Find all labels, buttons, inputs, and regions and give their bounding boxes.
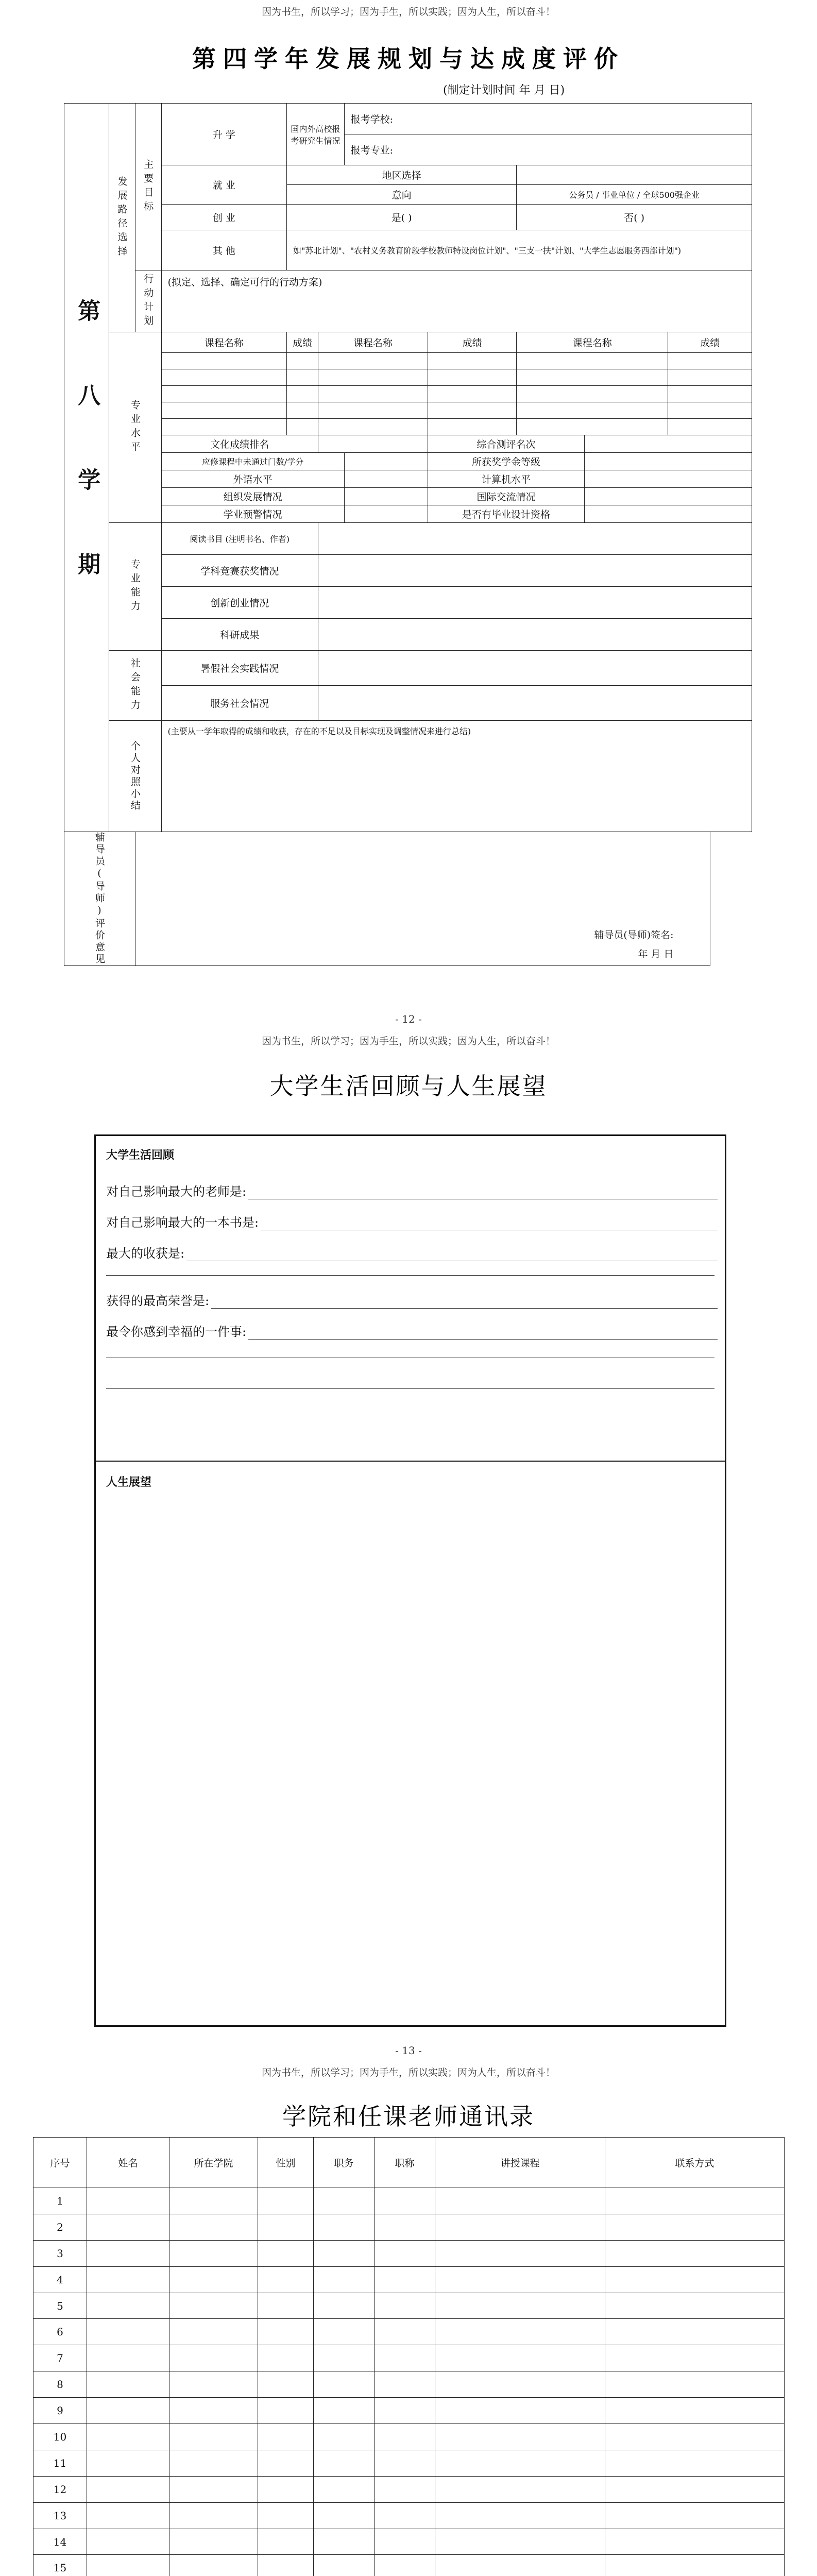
page13-number: - 13 - [395, 2044, 422, 2057]
col-title: 职称 [375, 2138, 435, 2188]
review-box [94, 1134, 726, 2027]
contact-cell[interactable] [87, 2319, 169, 2345]
col-name: 姓名 [87, 2138, 169, 2188]
table-row [33, 2188, 785, 2214]
q4-line[interactable] [106, 1291, 718, 1309]
innovation-label: 创新创业情况 [161, 587, 318, 619]
row-index: 12 [33, 2476, 87, 2502]
study-school[interactable]: 报考学校: [344, 104, 752, 134]
q4-label: 获得的最高荣誉是: [106, 1294, 210, 1308]
contact-cell[interactable] [375, 2502, 435, 2529]
contact-cell[interactable] [258, 2398, 314, 2424]
contact-cell[interactable] [605, 2502, 785, 2529]
summer-label: 暑假社会实践情况 [161, 651, 318, 686]
contact-cell[interactable] [375, 2293, 435, 2319]
contact-cell[interactable] [375, 2319, 435, 2345]
course-cell[interactable] [161, 386, 286, 402]
score-cell[interactable] [428, 369, 516, 386]
contact-cell[interactable] [87, 2450, 169, 2476]
research-value[interactable] [318, 619, 752, 651]
table-row [33, 2398, 785, 2424]
col-contact: 联系方式 [605, 2138, 785, 2188]
contact-cell[interactable] [605, 2476, 785, 2502]
contact-cell[interactable] [314, 2345, 375, 2371]
course-cell[interactable] [161, 369, 286, 386]
self-summary-cell: 个人对照小结 [109, 721, 161, 832]
contact-cell[interactable] [258, 2450, 314, 2476]
row-index: 8 [33, 2371, 87, 2398]
q2-line[interactable] [106, 1212, 718, 1230]
course-cell[interactable] [161, 402, 286, 419]
answer-rule [106, 1275, 714, 1276]
startup-no[interactable]: 否( ) [517, 205, 752, 230]
row-index: 3 [33, 2240, 87, 2266]
table-row [33, 2345, 785, 2371]
contact-cell[interactable] [435, 2424, 605, 2450]
study-sub: 国内外高校报考研究生情况 [287, 104, 345, 165]
culture-rank: 文化成绩排名 [161, 435, 318, 453]
region-label: 地区选择 [287, 165, 517, 185]
table-row [33, 2293, 785, 2319]
review-heading: 大学生活回顾 [106, 1148, 175, 1162]
contact-cell[interactable] [605, 2214, 785, 2240]
table-row [33, 2529, 785, 2555]
research-label: 科研成果 [161, 619, 318, 651]
motto-top-12: 因为书生，所以学习；因为手生，所以实践；因为人生，所以奋斗！ [261, 6, 555, 18]
q3-line[interactable] [106, 1243, 718, 1261]
course-name-1: 课程名称 [161, 332, 286, 353]
contact-cell[interactable] [605, 2424, 785, 2450]
contact-cell[interactable] [375, 2266, 435, 2293]
course-cell[interactable] [318, 419, 428, 435]
contact-cell[interactable] [258, 2371, 314, 2398]
contact-cell[interactable] [375, 2371, 435, 2398]
contact-cell[interactable] [605, 2345, 785, 2371]
score-cell[interactable] [668, 369, 752, 386]
section-divider [96, 1461, 725, 1462]
course-cell[interactable] [318, 386, 428, 402]
contact-cell[interactable] [258, 2476, 314, 2502]
term-cell: 第八学期 [64, 104, 109, 832]
row-index: 15 [33, 2555, 87, 2576]
service-label: 服务社会情况 [161, 686, 318, 721]
overall-rank-value[interactable] [585, 435, 752, 453]
intl-label: 国际交流情况 [428, 488, 584, 505]
row-index: 13 [33, 2502, 87, 2529]
contact-cell[interactable] [169, 2424, 258, 2450]
table-row [33, 2240, 785, 2266]
intl-value[interactable] [585, 488, 752, 505]
study-major[interactable]: 报考专业: [344, 134, 752, 165]
action-text[interactable]: (拟定、选择、确定可行的行动方案) [161, 270, 752, 332]
contacts-header [33, 2138, 785, 2188]
contact-cell[interactable] [314, 2398, 375, 2424]
other-label: 其 他 [161, 230, 286, 270]
advisor-sign: 辅导员(导师)签名: [594, 929, 674, 941]
contact-cell[interactable] [314, 2319, 375, 2345]
table-row [33, 2319, 785, 2345]
row-index: 6 [33, 2319, 87, 2345]
q5-line[interactable] [106, 1321, 718, 1340]
contact-cell[interactable] [314, 2555, 375, 2576]
q1-line[interactable] [106, 1181, 718, 1199]
score-cell[interactable] [428, 419, 516, 435]
contact-cell[interactable] [258, 2424, 314, 2450]
contact-cell[interactable] [169, 2529, 258, 2555]
motto-top-13: 因为书生，所以学习；因为手生，所以实践；因为人生，所以奋斗！ [261, 1036, 555, 1047]
score-cell[interactable] [287, 386, 318, 402]
q2-label: 对自己影响最大的一本书是: [106, 1215, 259, 1230]
contact-cell[interactable] [87, 2293, 169, 2319]
contact-cell[interactable] [435, 2555, 605, 2576]
col-index: 序号 [33, 2138, 87, 2188]
startup-label: 创 业 [161, 205, 286, 230]
score-cell[interactable] [287, 419, 318, 435]
english-value[interactable] [344, 470, 428, 488]
contact-cell[interactable] [169, 2319, 258, 2345]
contact-cell[interactable] [314, 2476, 375, 2502]
contact-cell[interactable] [169, 2293, 258, 2319]
contact-cell[interactable] [375, 2398, 435, 2424]
contact-cell[interactable] [314, 2529, 375, 2555]
contact-cell[interactable] [314, 2502, 375, 2529]
score-cell[interactable] [428, 353, 516, 369]
row-index: 5 [33, 2293, 87, 2319]
contact-cell[interactable] [87, 2424, 169, 2450]
answer-rule [106, 1388, 714, 1389]
contact-cell[interactable] [169, 2555, 258, 2576]
other-text[interactable]: 如"苏北计划"、"农村义务教育阶段学校教师特设岗位计划"、"三支一扶"计划、"大学生志愿服务西部计划") [287, 230, 752, 270]
contact-cell[interactable] [169, 2371, 258, 2398]
computer-label: 计算机水平 [428, 470, 584, 488]
row-index: 4 [33, 2266, 87, 2293]
summer-value[interactable] [318, 651, 752, 686]
col-college: 所在学院 [169, 2138, 258, 2188]
design-value[interactable] [585, 505, 752, 523]
contact-cell[interactable] [435, 2293, 605, 2319]
course-cell[interactable] [318, 369, 428, 386]
study-label: 升 学 [161, 104, 286, 165]
contact-cell[interactable] [605, 2293, 785, 2319]
contact-cell[interactable] [435, 2188, 605, 2214]
computer-value[interactable] [585, 470, 752, 488]
contact-cell[interactable] [87, 2371, 169, 2398]
contact-cell[interactable] [87, 2240, 169, 2266]
contact-cell[interactable] [87, 2529, 169, 2555]
contact-cell[interactable] [258, 2240, 314, 2266]
dev-path-cell: 发展路径选择 [109, 104, 135, 332]
contact-cell[interactable] [605, 2398, 785, 2424]
contact-cell[interactable] [258, 2293, 314, 2319]
contact-cell[interactable] [87, 2214, 169, 2240]
col-position: 职务 [314, 2138, 375, 2188]
culture-rank-value[interactable] [318, 435, 428, 453]
outlook-heading: 人生展望 [106, 1476, 152, 1489]
intent-label: 意向 [287, 185, 517, 205]
advisor-sign-cell[interactable] [135, 832, 710, 966]
contact-cell[interactable] [314, 2371, 375, 2398]
page12-number: - 12 - [395, 1013, 422, 1025]
contact-cell[interactable] [605, 2266, 785, 2293]
main-goal-cell: 主要目标 [135, 104, 161, 270]
contact-cell[interactable] [169, 2450, 258, 2476]
reading-value[interactable] [318, 523, 752, 555]
failed-label: 应修课程中未通过门数/学分 [161, 453, 344, 470]
reading-label: 阅读书目 (注明书名、作者) [161, 523, 318, 555]
scholarship-value[interactable] [585, 453, 752, 470]
course-cell[interactable] [517, 402, 668, 419]
contact-cell[interactable] [375, 2214, 435, 2240]
contact-cell[interactable] [87, 2398, 169, 2424]
motto-top-14: 因为书生，所以学习；因为手生，所以实践；因为人生，所以奋斗！ [261, 2067, 555, 2078]
q1-label: 对自己影响最大的老师是: [106, 1184, 247, 1199]
contact-cell[interactable] [605, 2319, 785, 2345]
contact-cell[interactable] [87, 2502, 169, 2529]
course-cell[interactable] [517, 386, 668, 402]
contact-cell[interactable] [435, 2450, 605, 2476]
contact-cell[interactable] [169, 2398, 258, 2424]
row-index: 9 [33, 2398, 87, 2424]
contact-cell[interactable] [435, 2240, 605, 2266]
course-cell[interactable] [161, 419, 286, 435]
contact-cell[interactable] [435, 2345, 605, 2371]
contact-cell[interactable] [169, 2345, 258, 2371]
table-row [33, 2502, 785, 2529]
course-cell[interactable] [517, 419, 668, 435]
contact-cell[interactable] [314, 2240, 375, 2266]
score-1: 成绩 [287, 332, 318, 353]
employ-label: 就 业 [161, 165, 286, 205]
table-row [33, 2450, 785, 2476]
contact-cell[interactable] [435, 2319, 605, 2345]
col-course: 讲授课程 [435, 2138, 605, 2188]
contact-cell[interactable] [314, 2266, 375, 2293]
page12-title: 第四学年发展规划与达成度评价 [192, 45, 625, 73]
table-row [33, 2424, 785, 2450]
contact-cell[interactable] [375, 2555, 435, 2576]
contact-cell[interactable] [605, 2240, 785, 2266]
contact-cell[interactable] [605, 2450, 785, 2476]
contact-cell[interactable] [169, 2240, 258, 2266]
row-index: 14 [33, 2529, 87, 2555]
contact-cell[interactable] [375, 2450, 435, 2476]
contact-cell[interactable] [87, 2266, 169, 2293]
contact-cell[interactable] [314, 2188, 375, 2214]
org-value[interactable] [344, 488, 428, 505]
org-label: 组织发展情况 [161, 488, 344, 505]
scholarship-label: 所获奖学金等级 [428, 453, 584, 470]
competition-value[interactable] [318, 555, 752, 587]
score-3: 成绩 [668, 332, 752, 353]
contact-cell[interactable] [258, 2266, 314, 2293]
contact-cell[interactable] [605, 2555, 785, 2576]
course-name-3: 课程名称 [517, 332, 668, 353]
warning-label: 学业预警情况 [161, 505, 344, 523]
contact-cell[interactable] [375, 2424, 435, 2450]
contact-cell[interactable] [169, 2188, 258, 2214]
contact-cell[interactable] [169, 2266, 258, 2293]
contact-cell[interactable] [258, 2319, 314, 2345]
contact-cell[interactable] [375, 2345, 435, 2371]
score-cell[interactable] [668, 386, 752, 402]
score-2: 成绩 [428, 332, 516, 353]
warning-value[interactable] [344, 505, 428, 523]
course-cell[interactable] [318, 402, 428, 419]
score-cell[interactable] [287, 369, 318, 386]
summary-text[interactable]: (主要从一学年取得的成绩和收获，存在的不足以及目标实现及调整情况来进行总结) [161, 721, 752, 832]
contact-cell[interactable] [605, 2188, 785, 2214]
action-plan-cell: 行动计划 [135, 270, 161, 332]
page12-subtitle: (制定计划时间 年 月 日) [443, 84, 565, 97]
course-name-2: 课程名称 [318, 332, 428, 353]
col-gender: 性别 [258, 2138, 314, 2188]
contact-cell[interactable] [314, 2450, 375, 2476]
contact-cell[interactable] [435, 2502, 605, 2529]
design-label: 是否有毕业设计资格 [428, 505, 584, 523]
contact-cell[interactable] [435, 2529, 605, 2555]
contact-cell[interactable] [605, 2529, 785, 2555]
overall-rank: 综合测评名次 [428, 435, 584, 453]
contact-cell[interactable] [435, 2398, 605, 2424]
contact-cell[interactable] [375, 2188, 435, 2214]
contact-cell[interactable] [258, 2502, 314, 2529]
contact-cell[interactable] [87, 2345, 169, 2371]
score-cell[interactable] [668, 402, 752, 419]
pro-level-cell: 专业水平 [109, 332, 161, 523]
score-cell[interactable] [668, 353, 752, 369]
contact-cell[interactable] [87, 2188, 169, 2214]
english-label: 外语水平 [161, 470, 344, 488]
course-cell[interactable] [161, 353, 286, 369]
intent-options[interactable]: 公务员 / 事业单位 / 全球500强企业 [517, 185, 752, 205]
failed-value[interactable] [344, 453, 428, 470]
contact-cell[interactable] [258, 2214, 314, 2240]
contact-cell[interactable] [169, 2502, 258, 2529]
row-index: 2 [33, 2214, 87, 2240]
row-index: 7 [33, 2345, 87, 2371]
contact-cell[interactable] [314, 2424, 375, 2450]
score-cell[interactable] [287, 402, 318, 419]
course-cell[interactable] [517, 353, 668, 369]
contact-cell[interactable] [435, 2266, 605, 2293]
q3-label: 最大的收获是: [106, 1246, 185, 1261]
score-cell[interactable] [668, 419, 752, 435]
contact-cell[interactable] [375, 2240, 435, 2266]
contact-cell[interactable] [258, 2555, 314, 2576]
innovation-value[interactable] [318, 587, 752, 619]
contact-cell[interactable] [435, 2214, 605, 2240]
competition-label: 学科竞赛获奖情况 [161, 555, 318, 587]
row-index: 10 [33, 2424, 87, 2450]
q5-label: 最令你感到幸福的一件事: [106, 1325, 247, 1339]
contact-cell[interactable] [169, 2476, 258, 2502]
region-value[interactable] [517, 165, 752, 185]
plan-table [64, 103, 752, 966]
pro-ability-cell: 专业能力 [109, 523, 161, 651]
row-index: 1 [33, 2188, 87, 2214]
contact-cell[interactable] [375, 2529, 435, 2555]
score-cell[interactable] [428, 402, 516, 419]
score-cell[interactable] [428, 386, 516, 402]
advisor-cell: 辅导员(导师)评价意见 [64, 832, 135, 966]
table-row [33, 2266, 785, 2293]
page13-title: 大学生活回顾与人生展望 [269, 1072, 548, 1100]
row-index: 11 [33, 2450, 87, 2476]
contacts-table [33, 2137, 785, 2576]
startup-yes[interactable]: 是( ) [287, 205, 517, 230]
contact-cell[interactable] [258, 2529, 314, 2555]
table-row [33, 2476, 785, 2502]
table-row [33, 2371, 785, 2398]
service-value[interactable] [318, 686, 752, 721]
course-cell[interactable] [318, 353, 428, 369]
table-row [33, 2555, 785, 2576]
contact-cell[interactable] [258, 2345, 314, 2371]
contact-cell[interactable] [435, 2476, 605, 2502]
contact-cell[interactable] [605, 2371, 785, 2398]
contact-cell[interactable] [87, 2476, 169, 2502]
contact-cell[interactable] [375, 2476, 435, 2502]
contact-cell[interactable] [435, 2371, 605, 2398]
course-cell[interactable] [517, 369, 668, 386]
social-cell: 社会能力 [109, 651, 161, 721]
table-row [33, 2214, 785, 2240]
score-cell[interactable] [287, 353, 318, 369]
contact-cell[interactable] [258, 2188, 314, 2214]
advisor-date: 年 月 日 [638, 948, 674, 960]
contact-cell[interactable] [314, 2214, 375, 2240]
contact-cell[interactable] [87, 2555, 169, 2576]
contact-cell[interactable] [169, 2214, 258, 2240]
page14-title: 学院和任课老师通讯录 [282, 2103, 535, 2130]
contact-cell[interactable] [314, 2293, 375, 2319]
